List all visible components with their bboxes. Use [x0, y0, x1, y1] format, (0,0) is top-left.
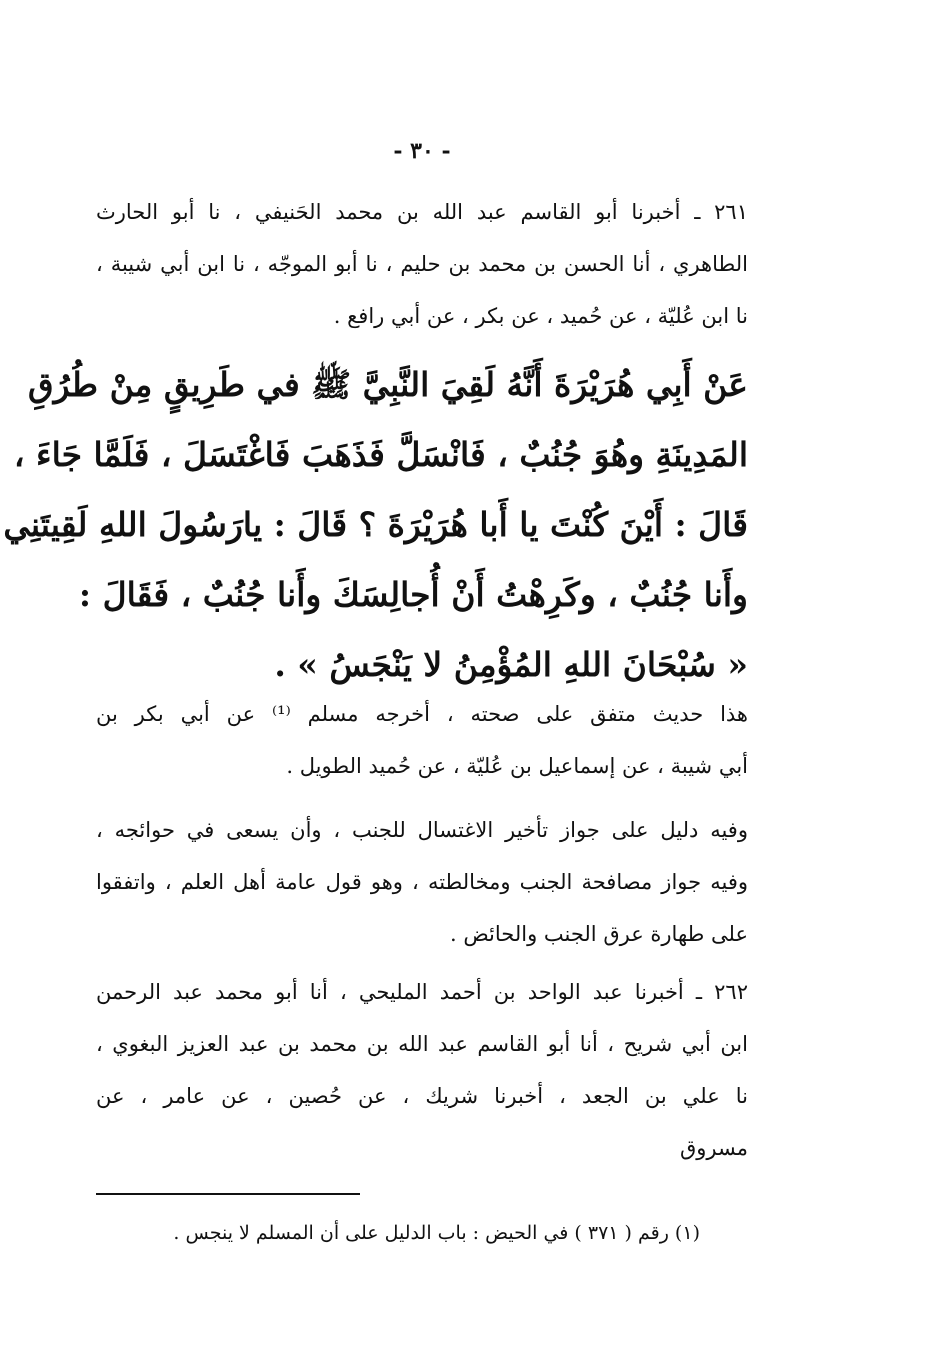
hadith-261-takhrij: [96, 688, 748, 792]
text-line: على طهارة عرق الجنب والحائض .: [449, 922, 748, 946]
text-line: المَدِينَةِ وهُوَ جُنُبٌ ، فَانْسَلَّ فَذَهَبَ فَاغْتَسَلَ ، فَلَمَّا جَاءَ ،: [13, 435, 748, 474]
text-line: قَالَ : أَيْنَ كُنْتَ يا أَبا هُرَيْرَةَ ؟ قَالَ : يارَسُولَ اللهِ لَقِيتَنِي: [3, 505, 748, 544]
text-line: مسروق: [679, 1136, 748, 1160]
text-line: وفيه جواز مصافحة الجنب ومخالطته ، وهو قول عامة أهل العلم ، واتفقوا: [96, 870, 748, 894]
text-line: نا علي بن الجعد ، أخبرنا شريك ، عن حُصين ، عن عامر ، عن: [96, 1084, 748, 1108]
hadith-262-isnad: [96, 966, 748, 1174]
text-line: « سُبْحَانَ اللهِ المُؤْمِنُ لا يَنْجَسُ » .: [274, 645, 748, 684]
page-number: - ٣٠ -: [393, 138, 451, 164]
text-line: عَنْ أَبِي هُرَيْرَةَ أَنَّهُ لَقِيَ النَّبِيَّ ﷺ في طَرِيقٍ مِنْ طُرُقِ: [28, 365, 748, 404]
text-line: هذا حديث متفق على صحته ، أخرجه مسلم ⁽¹⁾ عن أبي بكر بن: [96, 702, 749, 726]
hadith-261-commentary: [96, 804, 748, 960]
hadith-261-isnad: [96, 186, 748, 342]
footnote: (١) رقم ( ٣٧١ ) في الحيض : باب الدليل على أن المسلم لا ينجس .: [173, 1222, 700, 1244]
footnote-separator: [96, 1193, 360, 1195]
text-line: وفيه دليل على جواز تأخير الاغتسال للجنب ، وأن يسعى في حوائجه ،: [96, 818, 748, 842]
text-line: ٢٦١ ـ أخبرنا أبو القاسم عبد الله بن محمد الحَنيفي ، نا أبو الحارث: [96, 200, 748, 224]
text-line: وأَنا جُنُبٌ ، وكَرِهْتُ أَنْ أُجالِسَكَ وأَنا جُنُبٌ ، فَقَالَ :: [78, 575, 748, 614]
text-line: نا ابن عُليّة ، عن حُميد ، عن بكر ، عن أبي رافع .: [333, 304, 748, 328]
text-line: ٢٦٢ ـ أخبرنا عبد الواحد بن أحمد المليحي ، أنا أبو محمد عبد الرحمن: [96, 980, 748, 1004]
hadith-261-matn: [3, 350, 748, 700]
text-line: الطاهري ، أنا الحسن بن محمد بن حليم ، نا أبو الموجّه ، نا ابن أبي شيبة ،: [96, 252, 748, 276]
text-line: أبي شيبة ، عن إسماعيل بن عُليّة ، عن حُميد الطويل .: [286, 754, 748, 778]
text-line: ابن أبي شريح ، أنا أبو القاسم عبد الله بن محمد بن عبد العزيز البغوي ،: [96, 1032, 748, 1056]
document-page: [3, 0, 749, 1361]
